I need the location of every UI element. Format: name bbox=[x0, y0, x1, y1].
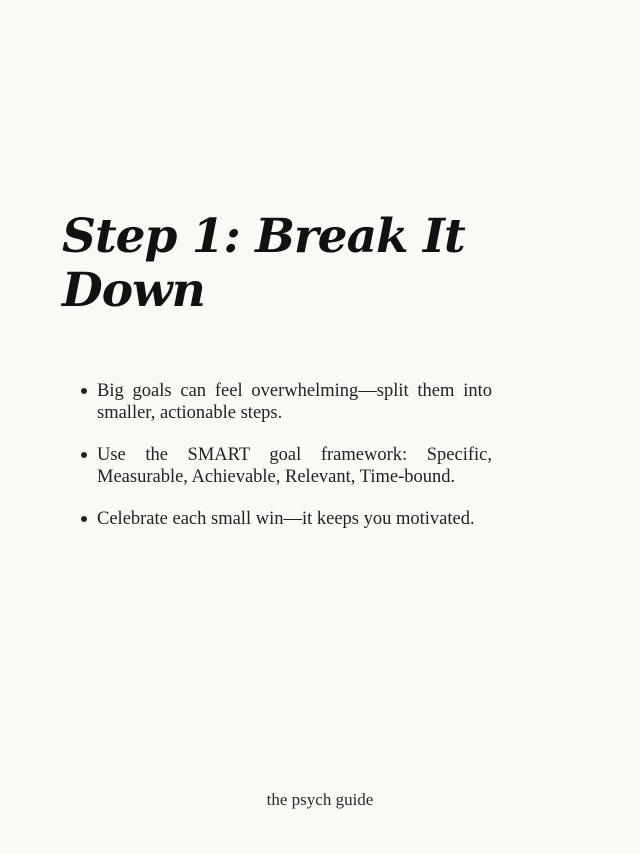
bullet-dot-icon bbox=[81, 452, 87, 458]
bullet-text: Big goals can feel overwhelming—split them into smaller, actionable steps. bbox=[97, 381, 492, 423]
footer-brand: the psych guide bbox=[266, 790, 374, 809]
list-item bbox=[80, 444, 492, 488]
bullet-dot-icon bbox=[81, 516, 87, 522]
list-item bbox=[80, 508, 492, 530]
bullet-text: Celebrate each small win—it keeps you motivated. bbox=[97, 509, 475, 529]
page-title: Step 1: Break It Down bbox=[62, 209, 465, 318]
bullet-dot-icon bbox=[81, 388, 87, 394]
list-item bbox=[80, 380, 492, 424]
bullet-text: Use the SMART goal framework: Specific, Measurable, Achievable, Relevant, Time-bound. bbox=[97, 445, 492, 487]
bullet-list bbox=[80, 380, 492, 550]
